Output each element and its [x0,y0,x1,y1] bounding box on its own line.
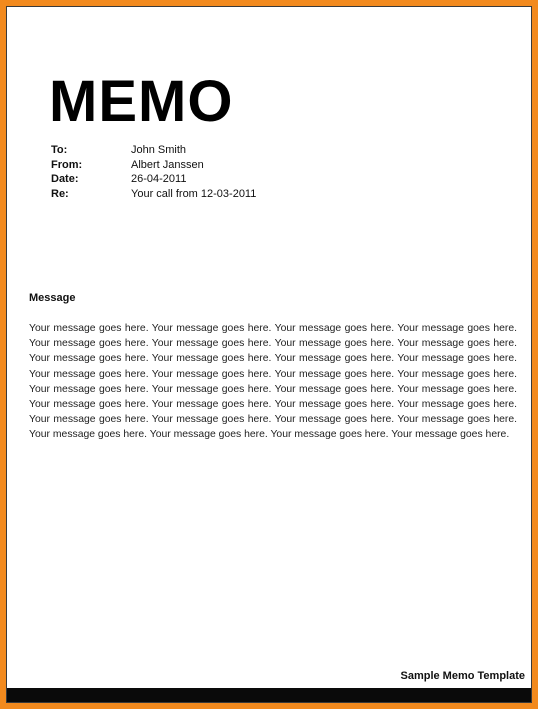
date-label: Date: [51,173,79,185]
from-value: Albert Janssen [131,158,204,171]
to-value: John Smith [131,144,187,156]
re-value: Your call from 12-03-2011 [131,187,257,200]
date-value: 26-04-2011 [131,173,187,185]
from-label: From: [51,158,83,171]
field-row-date [51,172,256,187]
field-row-from [51,158,256,173]
field-row-re [51,187,256,202]
message-heading: Message [29,292,76,304]
message-body: Your message goes here. Your message goes here. Your message goes here. Your message goes here. Your message goes here. Your message goes here. Your message goes here. Your message goes here. Your message goes here. Your message goes here. Your message goes here. Your message goes here. Your message goes here. Your message goes here. Your message goes here. Your message goes here. Your message goes here. Your message goes here. Your message goes here. Your message goes here. Your message goes here. Your message goes here. Your message goes here. Your message goes here. Your message goes here. Your message goes here. Your message goes here. Your message goes here. Your message goes here. Your message goes here. Your message goes here. Your message goes here. [29,323,517,441]
memo-title: MEMO [49,69,234,134]
to-label: To: [51,144,68,156]
memo-page [6,6,532,703]
footer-caption: Sample Memo Template [400,670,525,682]
bottom-bar [7,688,531,702]
memo-header-fields [51,143,256,201]
re-label: Re: [51,187,69,200]
field-row-to [51,143,256,158]
